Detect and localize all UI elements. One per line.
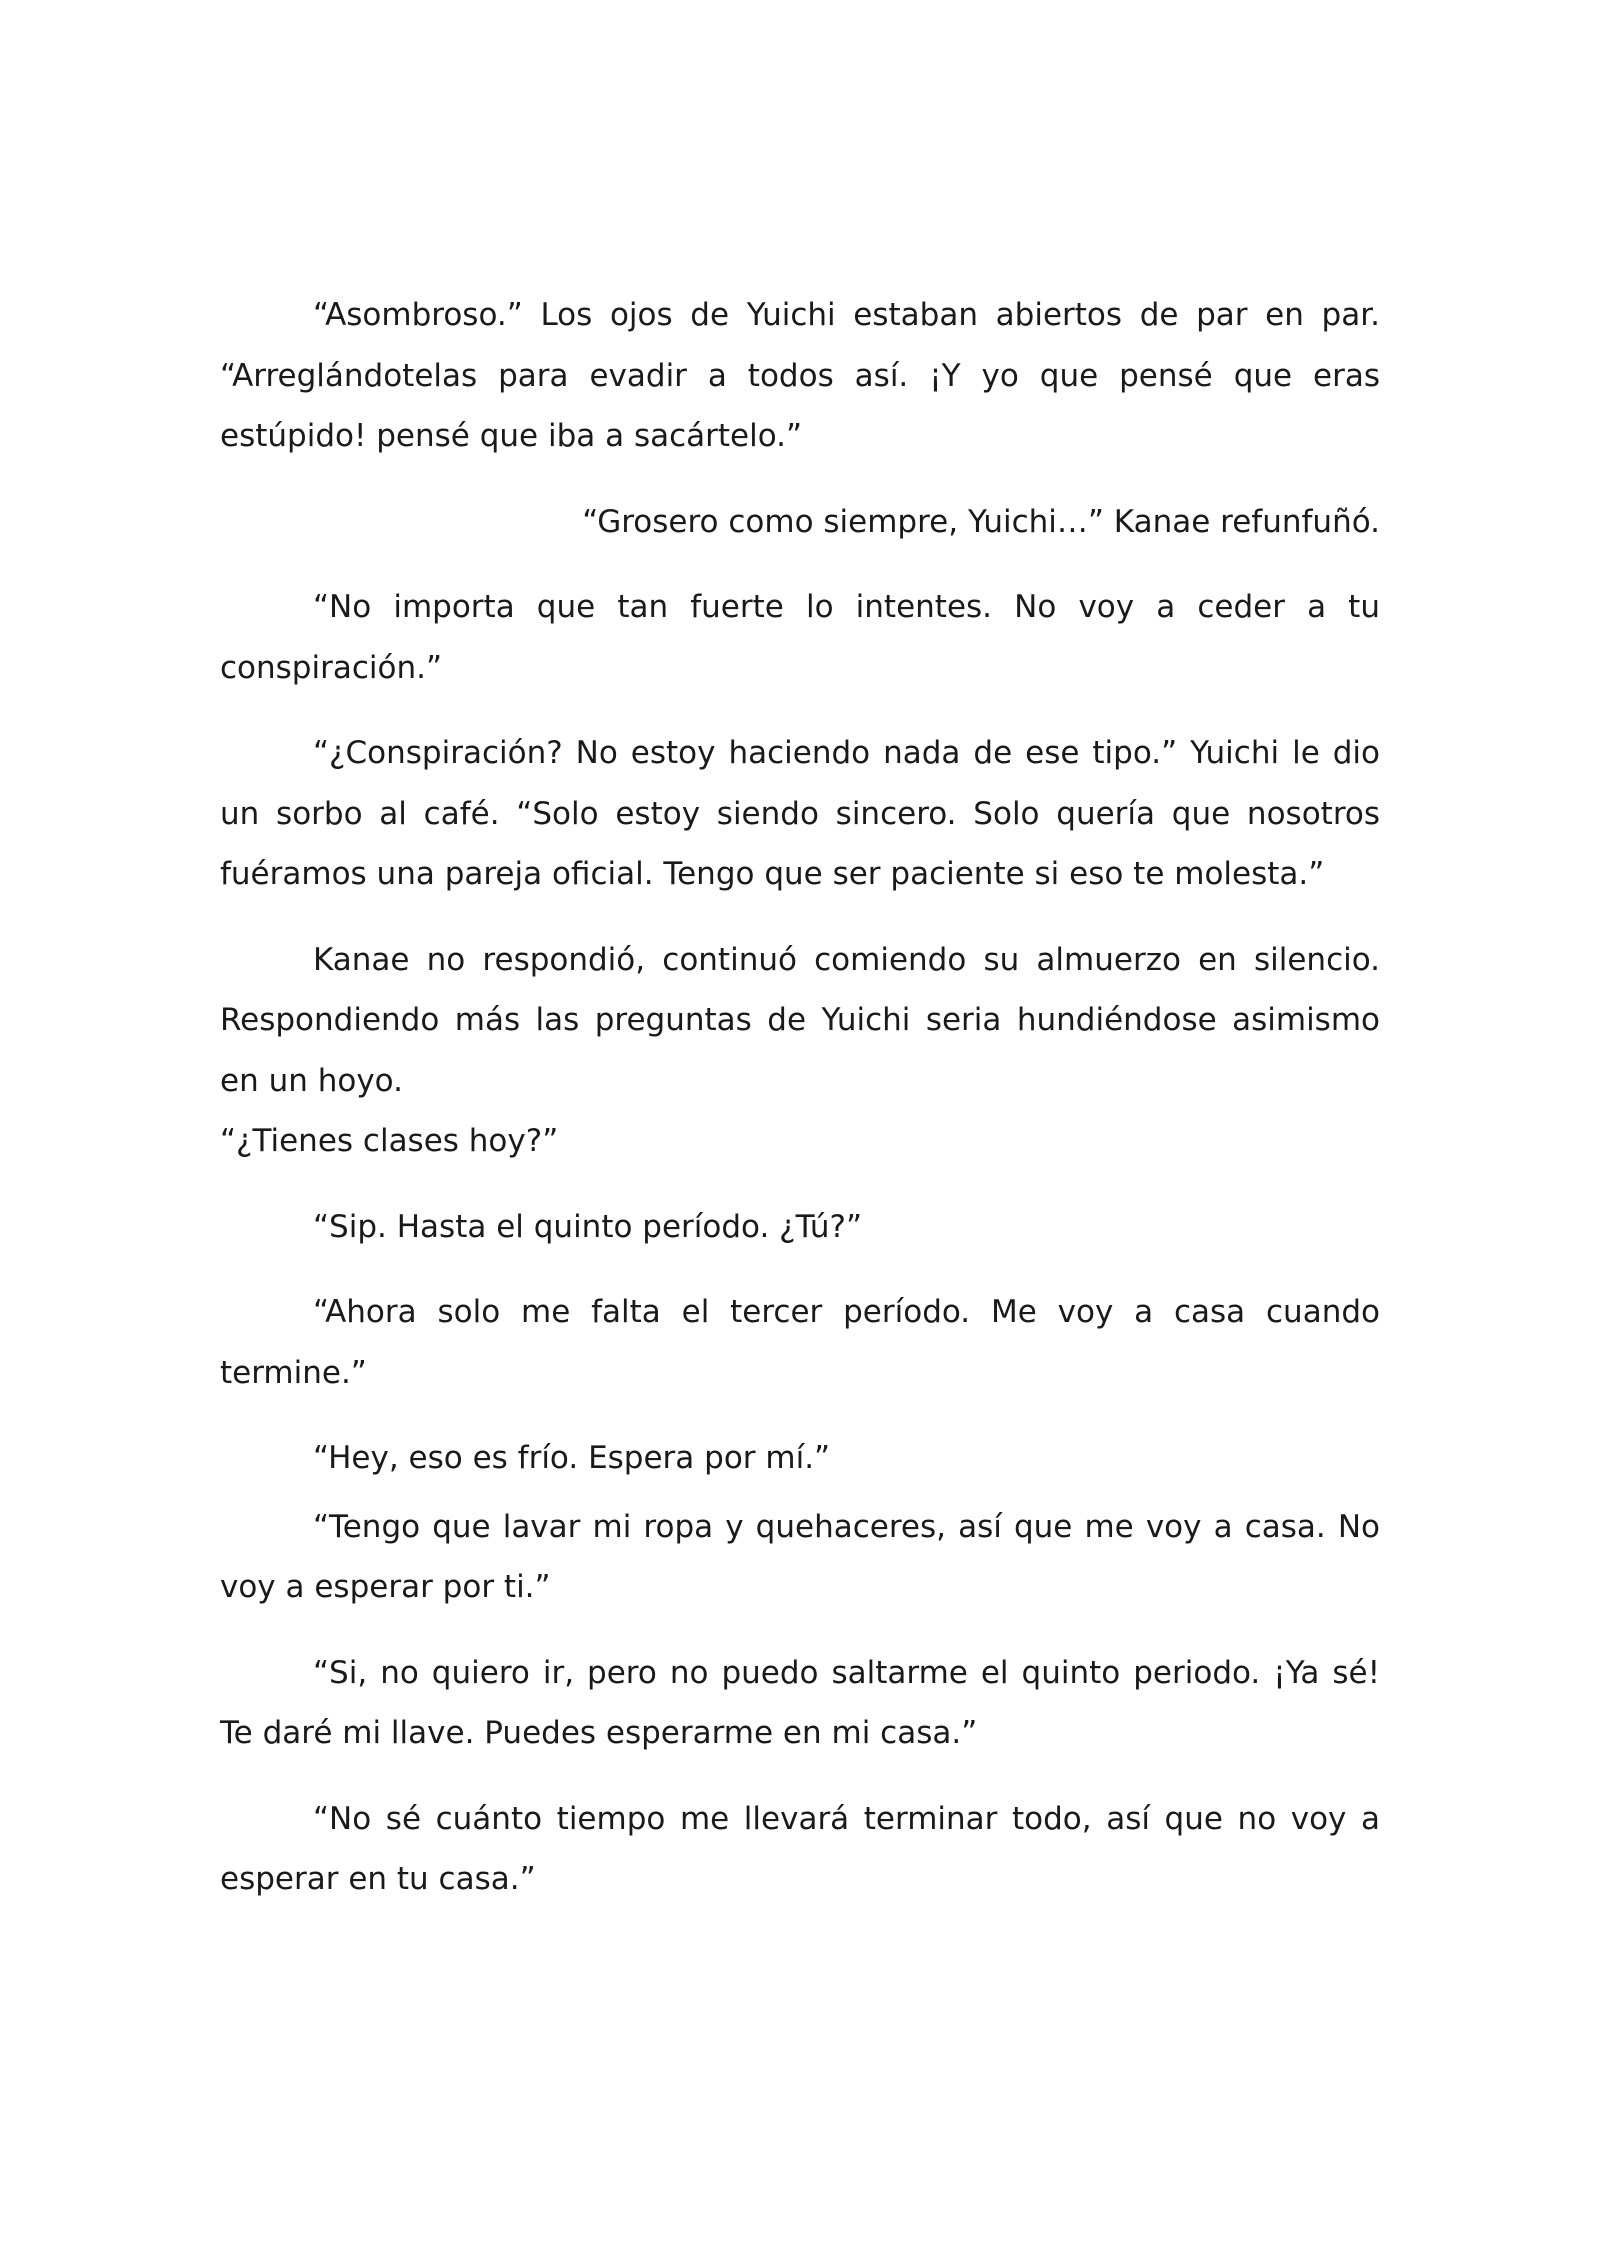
paragraph: Kanae no respondió, continuó comiendo su almuerzo en silencio. Respondiendo más las preguntas de Yuichi seria hundiéndose asimismo en un hoyo. — [220, 941, 1380, 1099]
paragraph: “Asombroso.” Los ojos de Yuichi estaban abiertos de par en par. “Arreglándotelas para evadir a todos así. ¡Y yo que pensé que eras estúpido! pensé que iba a sacártelo.” — [220, 297, 1380, 454]
paragraph: “Si, no quiero ir, pero no puedo saltarme el quinto periodo. ¡Ya sé! Te daré mi llave. Puedes esperarme en mi casa.” — [220, 1654, 1380, 1751]
paragraph: “Tengo que lavar mi ropa y quehaceres, así que me voy a casa. No voy a esperar por ti.” — [220, 1508, 1380, 1605]
paragraph: “Grosero como siempre, Yuichi…” Kanae refunfuñó. — [582, 503, 1380, 540]
paragraph: “¿Tienes clases hoy?” — [220, 1123, 559, 1159]
paragraph: “Ahora solo me falta el tercer período. Me voy a casa cuando termine.” — [220, 1294, 1380, 1391]
body-text — [220, 285, 1380, 1935]
paragraph: “Hey, eso es frío. Espera por mí.” — [313, 1440, 831, 1476]
paragraph: “Sip. Hasta el quinto período. ¿Tú?” — [313, 1208, 863, 1245]
paragraph: “No importa que tan fuerte lo intentes. No voy a ceder a tu conspiración.” — [220, 589, 1380, 686]
paragraph: “No sé cuánto tiempo me llevará terminar todo, así que no voy a esperar en tu casa.” — [220, 1800, 1380, 1897]
paragraph: “¿Conspiración? No estoy haciendo nada de ese tipo.” Yuichi le dio un sorbo al café. “Solo estoy siendo sincero. Solo quería que nosotros fuéramos una pareja oficial. Tengo que ser paciente si eso te molesta.” — [220, 735, 1380, 892]
